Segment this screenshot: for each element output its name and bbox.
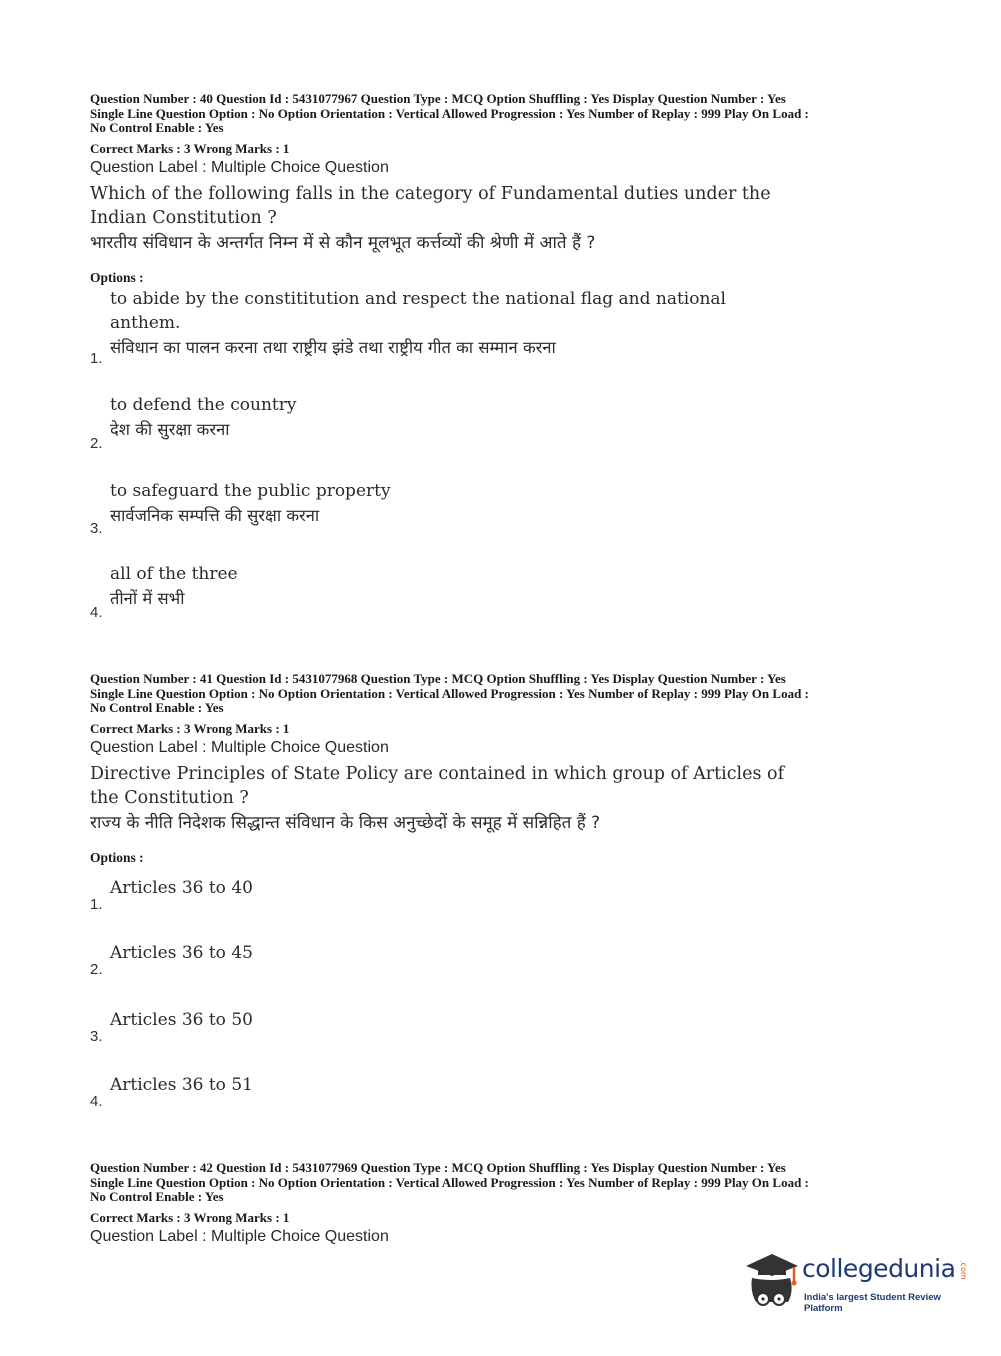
option-body	[110, 876, 790, 900]
question-label: Question Label : Multiple Choice Question	[90, 1227, 389, 1245]
question-meta-line: No Control Enable : Yes	[90, 120, 224, 135]
question-meta-line: No Control Enable : Yes	[90, 1189, 224, 1204]
question-marks: Correct Marks : 3 Wrong Marks : 1	[90, 1209, 290, 1225]
question-meta-line: Single Line Question Option : No Option Orientation : Vertical Allowed Progression : Yes Number of Replay : 999 Play On Load :	[90, 685, 809, 701]
option-number: 1.	[90, 896, 103, 913]
question-42-header	[90, 1161, 920, 1247]
option-number: 2.	[90, 435, 103, 452]
option-number: 4.	[90, 604, 103, 621]
question-meta-line: Single Line Question Option : No Option Orientation : Vertical Allowed Progression : Yes Number of Replay : 999 Play On Load :	[90, 105, 809, 121]
option-number: 3.	[90, 1028, 103, 1045]
option-text-hindi: देश की सुरक्षा करना	[110, 420, 230, 439]
question-41-header	[90, 672, 920, 866]
options-label: Options :	[90, 849, 144, 865]
question-meta-line: Question Number : 40 Question Id : 5431077967 Question Type : MCQ Option Shuffling : Yes Display Question Number : Yes	[90, 91, 786, 106]
options-label: Options :	[90, 269, 144, 285]
option-body	[110, 941, 790, 965]
option-text-english: Articles 36 to 50	[110, 1010, 253, 1030]
option-body	[110, 1008, 790, 1032]
option-text-english: to abide by the constititution and respect the national flag and national anthem.	[110, 289, 726, 333]
option-body	[110, 393, 790, 443]
question-label: Question Label : Multiple Choice Question	[90, 158, 389, 176]
option-text-hindi: तीनों में सभी	[110, 589, 185, 608]
option-number: 4.	[90, 1093, 103, 1110]
question-marks: Correct Marks : 3 Wrong Marks : 1	[90, 140, 290, 156]
option-text-english: Articles 36 to 45	[110, 943, 253, 963]
option-number: 3.	[90, 520, 103, 537]
question-text-english: Directive Principles of State Policy are contained in which group of Articles of the Constitution ?	[90, 763, 785, 808]
question-40-header	[90, 92, 920, 286]
question-meta-line: Single Line Question Option : No Option Orientation : Vertical Allowed Progression : Yes Number of Replay : 999 Play On Load :	[90, 1174, 809, 1190]
option-body	[110, 479, 790, 529]
option-number: 1.	[90, 350, 103, 367]
question-text-english: Which of the following falls in the category of Fundamental duties under the Indian Constitution ?	[90, 183, 771, 228]
question-meta-line: Question Number : 41 Question Id : 5431077968 Question Type : MCQ Option Shuffling : Yes Display Question Number : Yes	[90, 671, 786, 686]
question-text-hindi: राज्य के नीति निदेशक सिद्धान्त संविधान के किस अनुच्छेदों के समूह में सन्निहित हैं ?	[90, 812, 601, 833]
option-text-english: Articles 36 to 40	[110, 878, 253, 898]
question-meta-line: No Control Enable : Yes	[90, 700, 224, 715]
collegedunia-logo	[742, 1252, 972, 1322]
option-body	[110, 562, 790, 612]
option-text-english: to safeguard the public property	[110, 481, 391, 501]
option-body	[110, 1073, 790, 1097]
option-number: 2.	[90, 961, 103, 978]
graduate-mascot-icon	[742, 1252, 800, 1312]
question-marks: Correct Marks : 3 Wrong Marks : 1	[90, 720, 290, 736]
question-meta-line: Question Number : 42 Question Id : 5431077969 Question Type : MCQ Option Shuffling : Yes Display Question Number : Yes	[90, 1160, 786, 1175]
question-label: Question Label : Multiple Choice Question	[90, 738, 389, 756]
option-text-hindi: संविधान का पालन करना तथा राष्ट्रीय झंडे तथा राष्ट्रीय गीत का सम्मान करना	[110, 338, 556, 357]
logo-tagline: India's largest Student Review Platform	[804, 1292, 941, 1314]
option-text-hindi: सार्वजनिक सम्पत्ति की सुरक्षा करना	[110, 506, 320, 525]
option-body	[110, 287, 790, 361]
option-text-english: to defend the country	[110, 395, 297, 415]
option-text-english: all of the three	[110, 564, 238, 584]
option-text-english: Articles 36 to 51	[110, 1075, 253, 1095]
question-text-hindi: भारतीय संविधान के अन्तर्गत निम्न में से कौन मूलभूत कर्त्तव्यों की श्रेणी में आते हैं ?	[90, 232, 596, 253]
logo-wordmark: collegedunia	[802, 1254, 956, 1283]
logo-suffix: .com	[959, 1260, 968, 1280]
